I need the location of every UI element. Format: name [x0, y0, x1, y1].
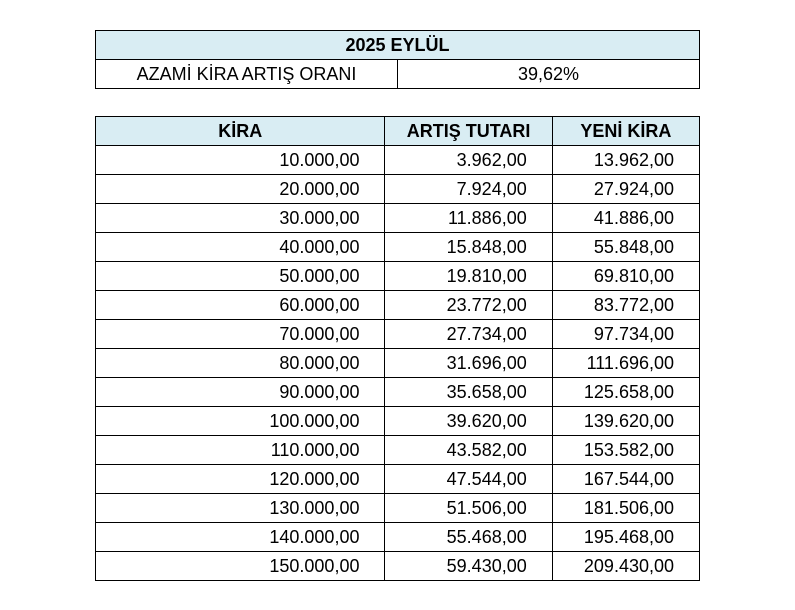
cell-increase: 35.658,00 — [385, 378, 552, 407]
cell-new-rent: 55.848,00 — [552, 233, 699, 262]
cell-rent: 120.000,00 — [96, 465, 385, 494]
table-row — [96, 175, 700, 204]
cell-increase: 27.734,00 — [385, 320, 552, 349]
cell-new-rent: 27.924,00 — [552, 175, 699, 204]
table-row — [96, 146, 700, 175]
cell-rent: 90.000,00 — [96, 378, 385, 407]
rate-summary-table — [95, 30, 700, 89]
cell-increase: 3.962,00 — [385, 146, 552, 175]
cell-rent: 80.000,00 — [96, 349, 385, 378]
cell-increase: 39.620,00 — [385, 407, 552, 436]
table-row — [96, 465, 700, 494]
cell-new-rent: 97.734,00 — [552, 320, 699, 349]
cell-increase: 47.544,00 — [385, 465, 552, 494]
cell-rent: 20.000,00 — [96, 175, 385, 204]
rate-value: 39,62% — [398, 60, 700, 89]
column-header-increase: ARTIŞ TUTARI — [385, 117, 552, 146]
cell-increase: 59.430,00 — [385, 552, 552, 581]
cell-new-rent: 41.886,00 — [552, 204, 699, 233]
cell-rent: 110.000,00 — [96, 436, 385, 465]
cell-increase: 19.810,00 — [385, 262, 552, 291]
table-row — [96, 320, 700, 349]
table-row — [96, 291, 700, 320]
cell-new-rent: 153.582,00 — [552, 436, 699, 465]
cell-new-rent: 209.430,00 — [552, 552, 699, 581]
cell-rent: 100.000,00 — [96, 407, 385, 436]
cell-increase: 31.696,00 — [385, 349, 552, 378]
column-header-new-rent: YENİ KİRA — [552, 117, 699, 146]
table-row — [96, 494, 700, 523]
cell-rent: 40.000,00 — [96, 233, 385, 262]
cell-new-rent: 69.810,00 — [552, 262, 699, 291]
cell-increase: 43.582,00 — [385, 436, 552, 465]
column-header-rent: KİRA — [96, 117, 385, 146]
table-row — [96, 262, 700, 291]
cell-increase: 15.848,00 — [385, 233, 552, 262]
cell-new-rent: 167.544,00 — [552, 465, 699, 494]
cell-new-rent: 83.772,00 — [552, 291, 699, 320]
cell-new-rent: 181.506,00 — [552, 494, 699, 523]
cell-rent: 10.000,00 — [96, 146, 385, 175]
table-row — [96, 204, 700, 233]
cell-increase: 23.772,00 — [385, 291, 552, 320]
table-row — [96, 436, 700, 465]
table-row — [96, 349, 700, 378]
title-row — [96, 31, 700, 60]
cell-new-rent: 139.620,00 — [552, 407, 699, 436]
cell-rent: 30.000,00 — [96, 204, 385, 233]
table-header-row — [96, 117, 700, 146]
table-row — [96, 378, 700, 407]
cell-new-rent: 195.468,00 — [552, 523, 699, 552]
cell-new-rent: 13.962,00 — [552, 146, 699, 175]
period-title: 2025 EYLÜL — [96, 31, 700, 60]
table-row — [96, 233, 700, 262]
cell-new-rent: 111.696,00 — [552, 349, 699, 378]
table-body — [96, 146, 700, 581]
rent-increase-table — [95, 116, 700, 581]
rate-label: AZAMİ KİRA ARTIŞ ORANI — [96, 60, 398, 89]
cell-increase: 7.924,00 — [385, 175, 552, 204]
cell-rent: 50.000,00 — [96, 262, 385, 291]
table-row — [96, 523, 700, 552]
cell-new-rent: 125.658,00 — [552, 378, 699, 407]
table-row — [96, 407, 700, 436]
cell-rent: 130.000,00 — [96, 494, 385, 523]
rate-row — [96, 60, 700, 89]
cell-rent: 150.000,00 — [96, 552, 385, 581]
cell-rent: 140.000,00 — [96, 523, 385, 552]
cell-increase: 55.468,00 — [385, 523, 552, 552]
cell-increase: 51.506,00 — [385, 494, 552, 523]
cell-rent: 60.000,00 — [96, 291, 385, 320]
cell-increase: 11.886,00 — [385, 204, 552, 233]
table-row — [96, 552, 700, 581]
cell-rent: 70.000,00 — [96, 320, 385, 349]
